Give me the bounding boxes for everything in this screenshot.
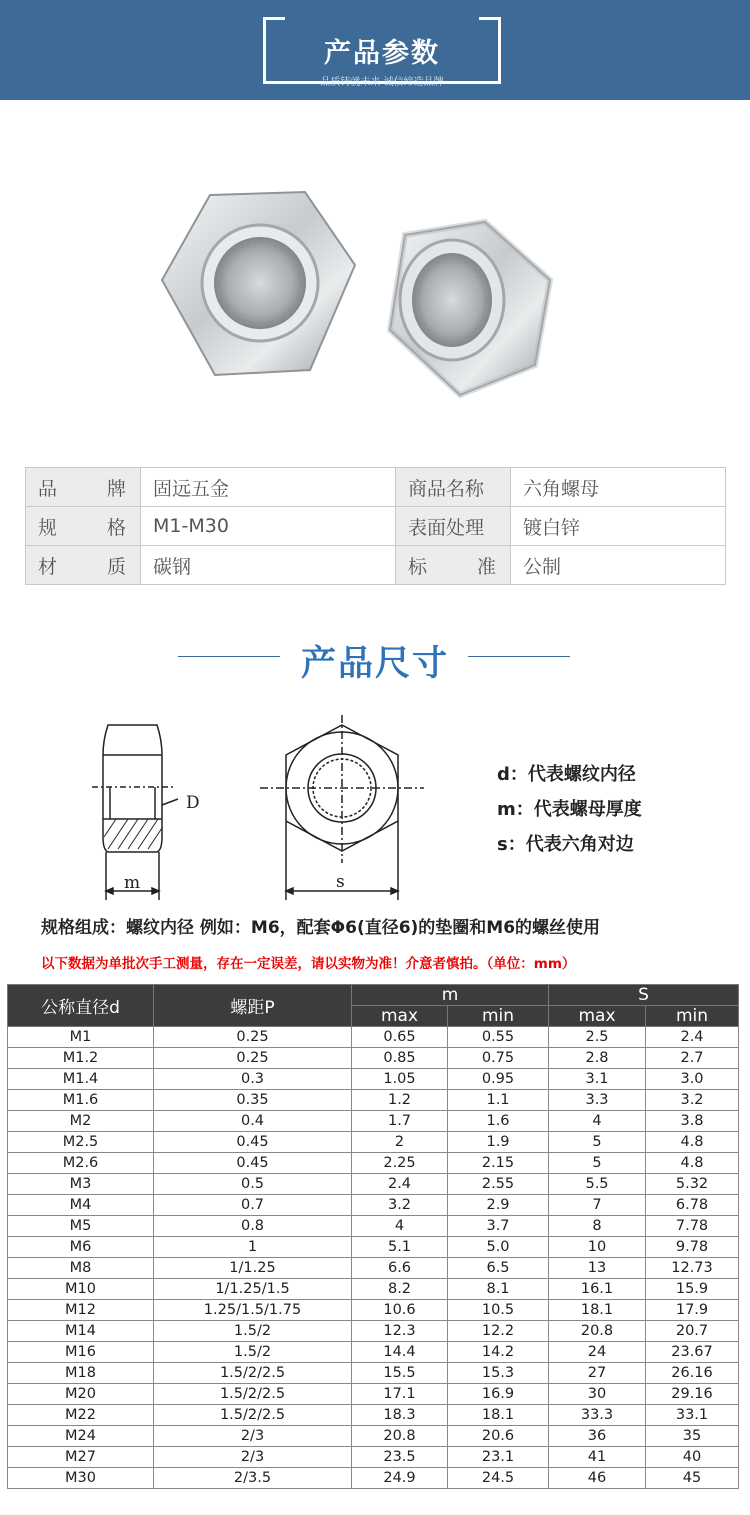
cell-pitch: 0.25 <box>154 1048 352 1069</box>
cell-s-min: 3.8 <box>646 1111 739 1132</box>
label-s: s <box>336 872 345 892</box>
cell-m-min: 18.1 <box>448 1405 549 1426</box>
cell-m-min: 23.1 <box>448 1447 549 1468</box>
cell-m-min: 0.55 <box>448 1027 549 1048</box>
cell-diameter: M16 <box>8 1342 154 1363</box>
info-label: 商品名称 <box>396 468 511 507</box>
cell-m-max: 1.7 <box>352 1111 448 1132</box>
cell-m-min: 1.6 <box>448 1111 549 1132</box>
cell-pitch: 0.45 <box>154 1132 352 1153</box>
table-row <box>8 1321 739 1342</box>
cell-diameter: M1.2 <box>8 1048 154 1069</box>
header-s: S <box>549 985 739 1006</box>
header-pitch: 螺距P <box>154 985 352 1027</box>
info-value: 碳钢 <box>141 546 396 585</box>
cell-m-max: 2.4 <box>352 1174 448 1195</box>
page-title: 产品参数 <box>324 38 440 69</box>
cell-s-max: 13 <box>549 1258 646 1279</box>
cell-s-max: 46 <box>549 1468 646 1489</box>
table-row <box>8 1447 739 1468</box>
info-row <box>26 546 726 585</box>
cell-m-min: 2.15 <box>448 1153 549 1174</box>
cell-m-min: 0.95 <box>448 1069 549 1090</box>
cell-s-max: 4 <box>549 1111 646 1132</box>
cell-diameter: M5 <box>8 1216 154 1237</box>
cell-s-max: 8 <box>549 1216 646 1237</box>
info-row <box>26 507 726 546</box>
cell-s-max: 7 <box>549 1195 646 1216</box>
dimension-legend <box>497 757 642 862</box>
info-value: 公制 <box>511 546 726 585</box>
info-label: 表面处理 <box>396 507 511 546</box>
cell-pitch: 1.5/2/2.5 <box>154 1405 352 1426</box>
label-m: m <box>124 873 141 893</box>
table-row <box>8 1342 739 1363</box>
cell-s-max: 3.3 <box>549 1090 646 1111</box>
cell-s-min: 26.16 <box>646 1363 739 1384</box>
section-title: 产品尺寸 <box>300 644 449 684</box>
table-row <box>8 1405 739 1426</box>
cell-diameter: M30 <box>8 1468 154 1489</box>
cell-m-min: 15.3 <box>448 1363 549 1384</box>
header-m-max: max <box>352 1006 448 1027</box>
cell-pitch: 0.25 <box>154 1027 352 1048</box>
cell-s-min: 7.78 <box>646 1216 739 1237</box>
cell-m-max: 23.5 <box>352 1447 448 1468</box>
cell-s-max: 20.8 <box>549 1321 646 1342</box>
cell-s-max: 27 <box>549 1363 646 1384</box>
table-row <box>8 1426 739 1447</box>
size-table <box>7 984 739 1489</box>
table-row <box>8 1363 739 1384</box>
cell-m-min: 3.7 <box>448 1216 549 1237</box>
cell-s-min: 6.78 <box>646 1195 739 1216</box>
legend-item: m：代表螺母厚度 <box>497 799 642 820</box>
cell-pitch: 2/3.5 <box>154 1468 352 1489</box>
cell-m-max: 3.2 <box>352 1195 448 1216</box>
cell-s-max: 18.1 <box>549 1300 646 1321</box>
table-row <box>8 1195 739 1216</box>
cell-pitch: 2/3 <box>154 1426 352 1447</box>
header-s-min: min <box>646 1006 739 1027</box>
hex-nut-front <box>162 192 355 375</box>
cell-pitch: 1.5/2/2.5 <box>154 1384 352 1405</box>
cell-m-max: 2.25 <box>352 1153 448 1174</box>
cell-diameter: M14 <box>8 1321 154 1342</box>
cell-m-max: 1.2 <box>352 1090 448 1111</box>
cell-s-max: 30 <box>549 1384 646 1405</box>
cell-pitch: 0.5 <box>154 1174 352 1195</box>
cell-m-max: 0.65 <box>352 1027 448 1048</box>
cell-diameter: M22 <box>8 1405 154 1426</box>
info-row <box>26 468 726 507</box>
cell-pitch: 1.5/2 <box>154 1321 352 1342</box>
cell-pitch: 0.4 <box>154 1111 352 1132</box>
legend-item: s：代表六角对边 <box>497 834 634 855</box>
cell-m-max: 24.9 <box>352 1468 448 1489</box>
cell-pitch: 0.45 <box>154 1153 352 1174</box>
cell-s-min: 12.73 <box>646 1258 739 1279</box>
cell-s-min: 3.0 <box>646 1069 739 1090</box>
cell-s-max: 5.5 <box>549 1174 646 1195</box>
cell-diameter: M24 <box>8 1426 154 1447</box>
cell-m-max: 17.1 <box>352 1384 448 1405</box>
cell-s-max: 10 <box>549 1237 646 1258</box>
cell-s-min: 20.7 <box>646 1321 739 1342</box>
cell-diameter: M6 <box>8 1237 154 1258</box>
cell-m-min: 1.9 <box>448 1132 549 1153</box>
table-row <box>8 1258 739 1279</box>
table-row <box>8 1237 739 1258</box>
info-label: 材 质 <box>26 546 141 585</box>
cell-s-max: 2.5 <box>549 1027 646 1048</box>
cell-m-max: 1.05 <box>352 1069 448 1090</box>
cell-m-min: 5.0 <box>448 1237 549 1258</box>
size-table-body <box>8 1027 739 1489</box>
product-info-table <box>25 467 726 585</box>
info-value: 固远五金 <box>141 468 396 507</box>
cell-m-min: 14.2 <box>448 1342 549 1363</box>
info-label: 规 格 <box>26 507 141 546</box>
cell-m-max: 2 <box>352 1132 448 1153</box>
cell-pitch: 1/1.25 <box>154 1258 352 1279</box>
cell-m-min: 24.5 <box>448 1468 549 1489</box>
cell-m-min: 10.5 <box>448 1300 549 1321</box>
cell-m-min: 8.1 <box>448 1279 549 1300</box>
cell-diameter: M27 <box>8 1447 154 1468</box>
cell-m-min: 12.2 <box>448 1321 549 1342</box>
size-table-header-row <box>8 985 739 1006</box>
cell-s-min: 17.9 <box>646 1300 739 1321</box>
warning-note: 以下数据为单批次手工测量，存在一定误差，请以实物为准！介意者慎拍。（单位：mm） <box>41 956 576 972</box>
cell-s-min: 45 <box>646 1468 739 1489</box>
table-row <box>8 1027 739 1048</box>
cell-s-min: 2.7 <box>646 1048 739 1069</box>
cell-m-max: 12.3 <box>352 1321 448 1342</box>
cell-s-max: 5 <box>549 1153 646 1174</box>
cell-m-max: 14.4 <box>352 1342 448 1363</box>
cell-pitch: 1.5/2 <box>154 1342 352 1363</box>
cell-s-min: 33.1 <box>646 1405 739 1426</box>
cell-m-min: 2.9 <box>448 1195 549 1216</box>
header-m-min: min <box>448 1006 549 1027</box>
label-D: D <box>186 793 200 813</box>
cell-diameter: M10 <box>8 1279 154 1300</box>
cell-s-max: 5 <box>549 1132 646 1153</box>
info-label: 品 牌 <box>26 468 141 507</box>
table-row <box>8 1468 739 1489</box>
cell-pitch: 1.25/1.5/1.75 <box>154 1300 352 1321</box>
cell-s-max: 24 <box>549 1342 646 1363</box>
cell-s-max: 36 <box>549 1426 646 1447</box>
cell-m-max: 6.6 <box>352 1258 448 1279</box>
cell-m-min: 20.6 <box>448 1426 549 1447</box>
cell-m-max: 5.1 <box>352 1237 448 1258</box>
dimension-diagram <box>80 715 460 900</box>
cell-m-max: 0.85 <box>352 1048 448 1069</box>
cell-s-min: 2.4 <box>646 1027 739 1048</box>
hex-nut-angled <box>390 222 550 395</box>
table-row <box>8 1090 739 1111</box>
table-row <box>8 1153 739 1174</box>
table-row <box>8 1111 739 1132</box>
cell-diameter: M18 <box>8 1363 154 1384</box>
cell-m-max: 20.8 <box>352 1426 448 1447</box>
cell-m-min: 0.75 <box>448 1048 549 1069</box>
cell-m-max: 8.2 <box>352 1279 448 1300</box>
info-value: 六角螺母 <box>511 468 726 507</box>
cell-m-max: 15.5 <box>352 1363 448 1384</box>
cell-diameter: M1.4 <box>8 1069 154 1090</box>
cell-pitch: 0.3 <box>154 1069 352 1090</box>
header-frame <box>263 17 501 88</box>
cell-diameter: M3 <box>8 1174 154 1195</box>
cell-s-min: 3.2 <box>646 1090 739 1111</box>
cell-diameter: M12 <box>8 1300 154 1321</box>
cell-diameter: M2 <box>8 1111 154 1132</box>
table-row <box>8 1216 739 1237</box>
cell-s-min: 29.16 <box>646 1384 739 1405</box>
header-diameter: 公称直径d <box>8 985 154 1027</box>
cell-diameter: M20 <box>8 1384 154 1405</box>
cell-m-max: 10.6 <box>352 1300 448 1321</box>
cell-s-min: 23.67 <box>646 1342 739 1363</box>
cell-pitch: 0.7 <box>154 1195 352 1216</box>
cell-m-min: 16.9 <box>448 1384 549 1405</box>
cell-s-min: 4.8 <box>646 1153 739 1174</box>
cell-s-min: 5.32 <box>646 1174 739 1195</box>
cell-pitch: 1/1.25/1.5 <box>154 1279 352 1300</box>
cell-diameter: M1 <box>8 1027 154 1048</box>
header-m: m <box>352 985 549 1006</box>
spec-note: 规格组成：螺纹内径 例如：M6，配套Φ6(直径6)的垫圈和M6的螺丝使用 <box>41 918 601 938</box>
info-value: 镀白锌 <box>511 507 726 546</box>
cell-s-max: 2.8 <box>549 1048 646 1069</box>
product-photo <box>140 170 580 410</box>
cell-pitch: 0.8 <box>154 1216 352 1237</box>
cell-s-min: 35 <box>646 1426 739 1447</box>
cell-diameter: M1.6 <box>8 1090 154 1111</box>
table-row <box>8 1069 739 1090</box>
cell-pitch: 2/3 <box>154 1447 352 1468</box>
cell-s-min: 4.8 <box>646 1132 739 1153</box>
cell-s-max: 41 <box>549 1447 646 1468</box>
table-row <box>8 1384 739 1405</box>
cell-pitch: 0.35 <box>154 1090 352 1111</box>
table-row <box>8 1300 739 1321</box>
cell-diameter: M4 <box>8 1195 154 1216</box>
cell-pitch: 1 <box>154 1237 352 1258</box>
cell-m-min: 6.5 <box>448 1258 549 1279</box>
cell-m-max: 4 <box>352 1216 448 1237</box>
cell-s-min: 40 <box>646 1447 739 1468</box>
cell-s-min: 9.78 <box>646 1237 739 1258</box>
cell-diameter: M8 <box>8 1258 154 1279</box>
header-s-max: max <box>549 1006 646 1027</box>
legend-item: d：代表螺纹内径 <box>497 764 636 785</box>
cell-m-max: 18.3 <box>352 1405 448 1426</box>
info-label: 标 准 <box>396 546 511 585</box>
cell-s-min: 15.9 <box>646 1279 739 1300</box>
cell-m-min: 1.1 <box>448 1090 549 1111</box>
info-value: M1-M30 <box>141 507 396 546</box>
table-row <box>8 1048 739 1069</box>
cell-diameter: M2.5 <box>8 1132 154 1153</box>
page-subtitle: 品质铸就未来 诚信缔造品牌 <box>320 77 444 88</box>
cell-pitch: 1.5/2/2.5 <box>154 1363 352 1384</box>
cell-s-max: 16.1 <box>549 1279 646 1300</box>
cell-s-max: 33.3 <box>549 1405 646 1426</box>
cell-diameter: M2.6 <box>8 1153 154 1174</box>
table-row <box>8 1279 739 1300</box>
cell-m-min: 2.55 <box>448 1174 549 1195</box>
table-row <box>8 1174 739 1195</box>
table-row <box>8 1132 739 1153</box>
header-banner <box>0 0 750 100</box>
cell-s-max: 3.1 <box>549 1069 646 1090</box>
